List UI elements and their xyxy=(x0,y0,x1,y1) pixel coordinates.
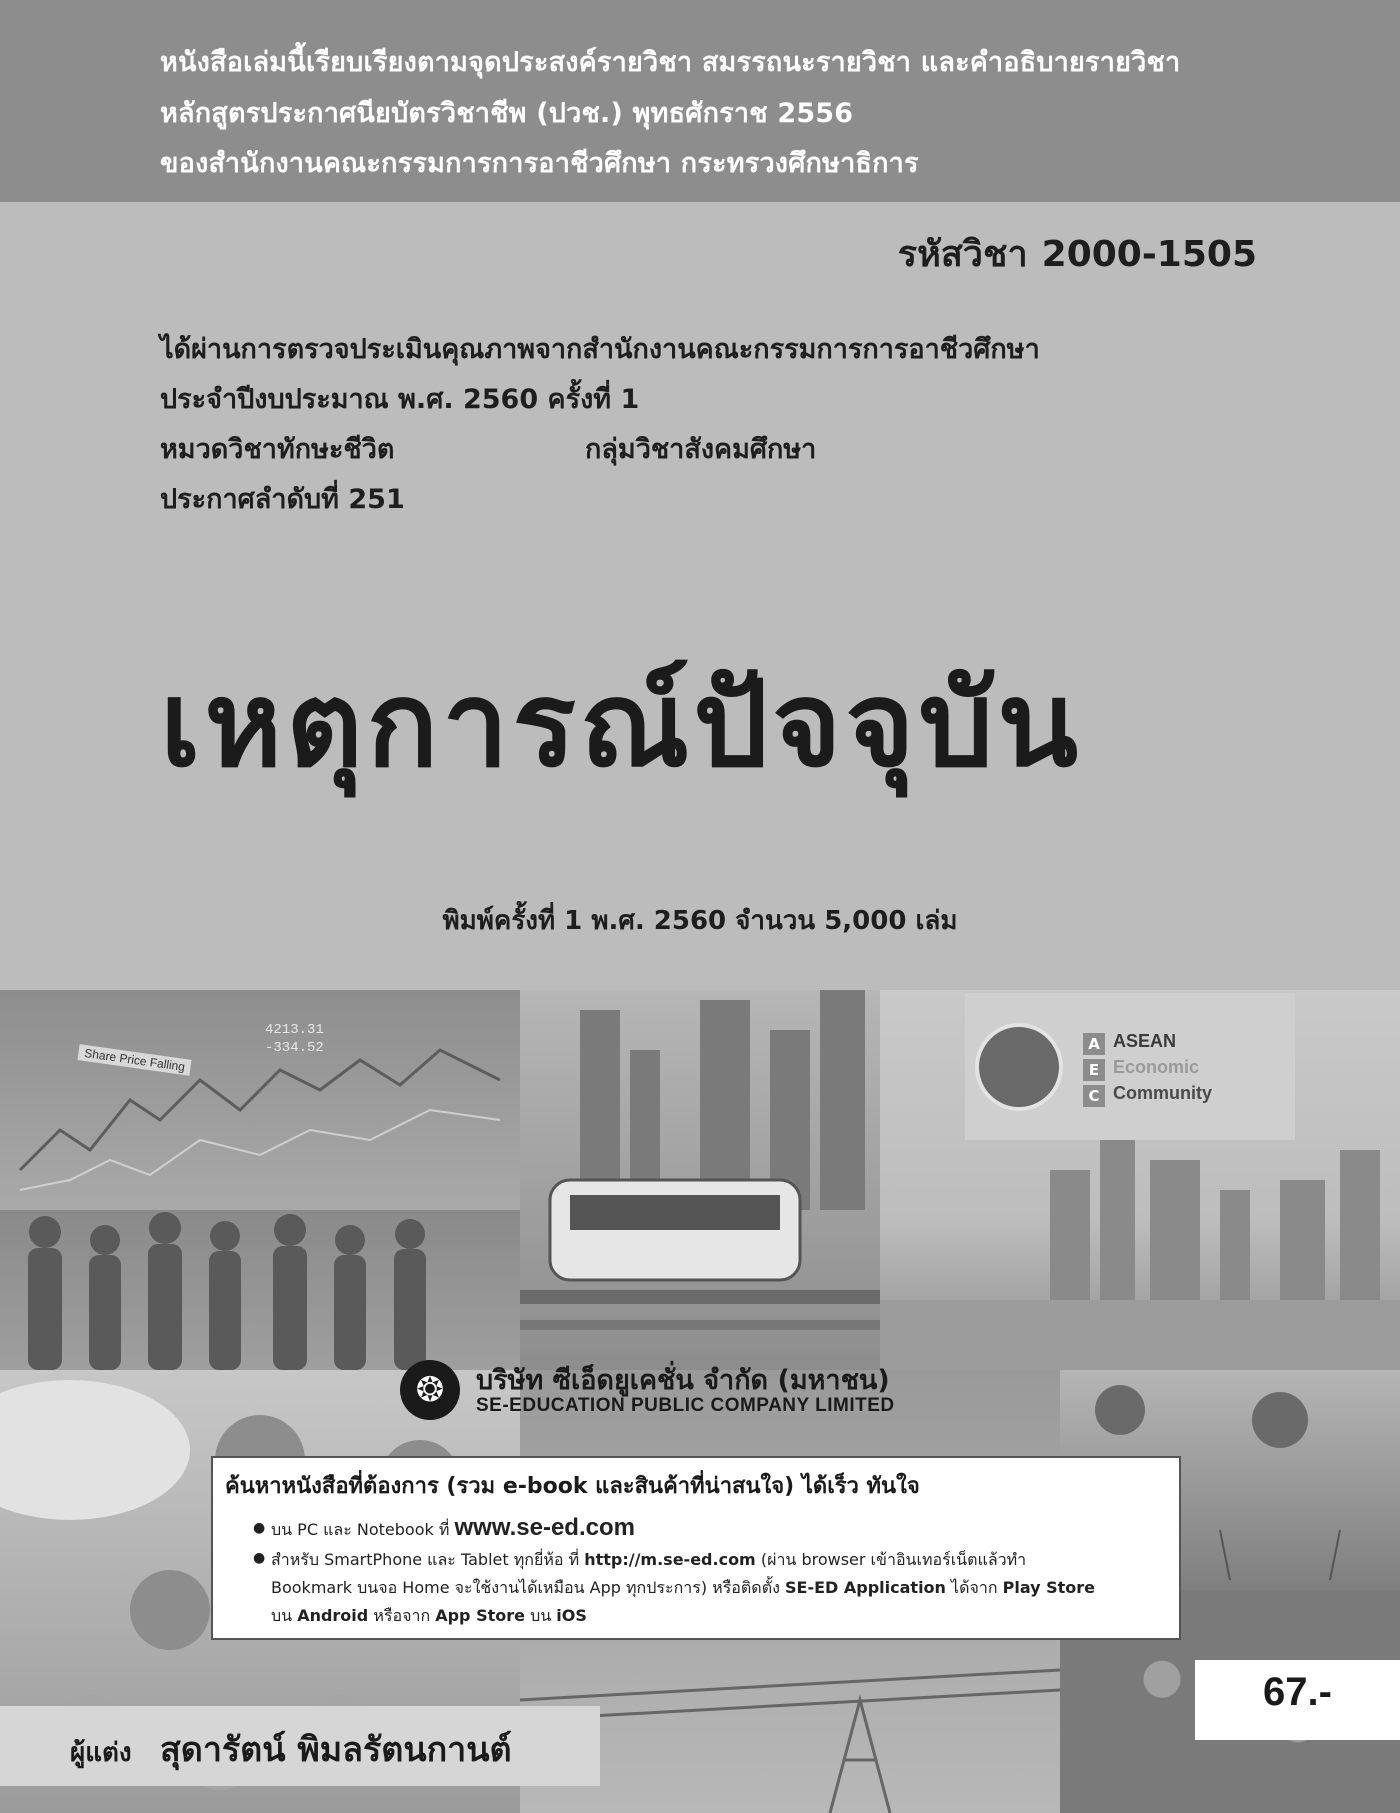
publisher-name-en: SE-EDUCATION PUBLIC COMPANY LIMITED xyxy=(476,1395,895,1416)
bullet-icon: ● xyxy=(253,1520,266,1536)
author-name: สุดารัตน์ พิมลรัตนกานต์ xyxy=(160,1730,512,1770)
price-box xyxy=(1195,1660,1400,1740)
search-line-3: Bookmark บนจอ Home จะใช้งานได้เหมือน App ทุกประการ) หรือติดตั้ง SE-ED Application ได้จาก Play Store xyxy=(271,1578,1096,1597)
author-label: ผู้แต่ง xyxy=(70,1738,132,1768)
price-label: 67.- xyxy=(1263,1670,1332,1714)
asean-emblem-icon xyxy=(975,1023,1063,1111)
aec-logo xyxy=(965,993,1295,1140)
assessment-text: ได้ผ่านการตรวจประเมินคุณภาพจากสำนักงานคณะกรรมการการอาชีวศึกษา xyxy=(160,334,1040,365)
publisher-block xyxy=(400,1358,1020,1426)
publisher-logo-icon: ❂ xyxy=(400,1360,460,1420)
search-line-1: บน PC และ Notebook ที่ www.se-ed.com xyxy=(271,1514,635,1541)
stock-market-image xyxy=(0,990,520,1210)
skytrain-city-image xyxy=(520,990,880,1370)
aec-word-community: Community xyxy=(1113,1083,1212,1103)
mobile-website-link[interactable]: http://m.se-ed.com xyxy=(584,1550,756,1569)
stock-chart-graphic xyxy=(0,990,520,1210)
course-code-label: รหัสวิชา xyxy=(897,234,1028,275)
book-title: เหตุการณ์ปัจจุบัน xyxy=(160,655,1083,793)
aec-letter-a: A xyxy=(1083,1033,1105,1055)
search-info-box xyxy=(211,1456,1181,1640)
aec-word-economic: Economic xyxy=(1113,1057,1200,1077)
website-link[interactable]: www.se-ed.com xyxy=(454,1514,635,1541)
aec-letter-e: E xyxy=(1083,1059,1105,1081)
header-band xyxy=(0,0,1400,202)
header-line-1: หนังสือเล่มนี้เรียบเรียงตามจุดประสงค์รายวิชา สมรรถนะรายวิชา และคำอธิบายรายวิชา xyxy=(160,47,1181,78)
subject-area-text: หมวดวิชาทักษะชีวิต xyxy=(160,434,395,465)
author-box xyxy=(0,1706,600,1786)
course-code xyxy=(898,225,1257,282)
budget-year-text: ประจำปีงบประมาณ พ.ศ. 2560 ครั้งที่ 1 xyxy=(160,384,640,415)
search-headline: ค้นหาหนังสือที่ต้องการ (รวม e-book และสินค้าที่น่าสนใจ) ได้เร็ว ทันใจ xyxy=(225,1474,920,1499)
course-code-number: 2000-1505 xyxy=(1041,234,1257,275)
search-line-2: สำหรับ SmartPhone และ Tablet ทุกยี่ห้อ ที่ http://m.se-ed.com (ผ่าน browser เข้าอินเทอร์เน็ตแล้วทำ xyxy=(271,1550,1027,1569)
edition-text: พิมพ์ครั้งที่ 1 พ.ศ. 2560 จำนวน 5,000 เล่ม xyxy=(442,906,958,936)
ticker-label: Share Price Falling xyxy=(77,1044,192,1076)
header-line-3: ของสำนักงานคณะกรรมการการอาชีวศึกษา กระทรวงศึกษาธิการ xyxy=(160,148,919,179)
announcement-text: ประกาศลำดับที่ 251 xyxy=(160,484,405,515)
ticker-value-1: 4213.31 xyxy=(265,1022,324,1038)
subject-group-text: กลุ่มวิชาสังคมศึกษา xyxy=(585,434,817,465)
aec-word-asean: ASEAN xyxy=(1113,1031,1177,1051)
people-silhouette-image xyxy=(0,1210,520,1370)
ticker-value-2: -334.52 xyxy=(265,1040,324,1056)
publisher-name-th: บริษัท ซีเอ็ดยูเคชั่น จำกัด (มหาชน) xyxy=(476,1365,890,1396)
aec-letter-c: C xyxy=(1083,1085,1105,1107)
header-line-2: หลักสูตรประกาศนียบัตรวิชาชีพ (ปวช.) พุทธศักราช 2556 xyxy=(160,98,854,129)
search-line-4: บน Android หรือจาก App Store บน iOS xyxy=(271,1606,587,1625)
bullet-icon: ● xyxy=(253,1550,266,1566)
